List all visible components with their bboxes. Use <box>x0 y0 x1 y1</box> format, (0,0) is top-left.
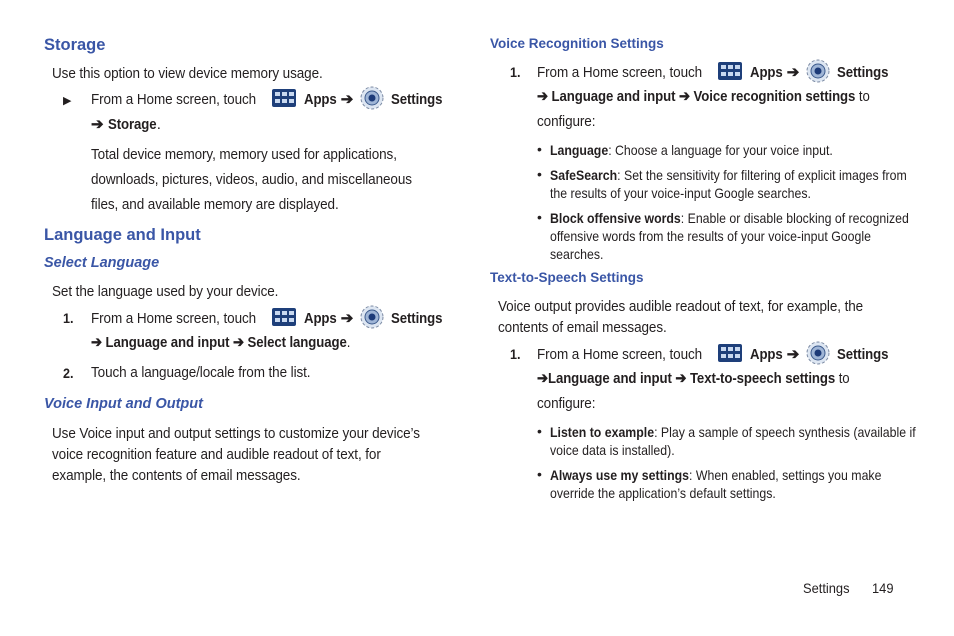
settings-gear-icon <box>360 305 384 329</box>
apps-label: Apps <box>303 309 337 327</box>
always-use-bullet: Always use my settings: When enabled, settings you make <box>550 467 882 483</box>
select-language-path: ➔ Language and input ➔ Select language. <box>91 334 351 351</box>
tts-step <box>537 343 896 367</box>
path-language-input: Language and input <box>105 334 230 351</box>
arrow: ➔ <box>340 309 354 327</box>
apps-grid-icon <box>272 308 296 326</box>
apps-label: Apps <box>303 90 337 108</box>
listen-example-line2: voice data is installed). <box>550 442 675 458</box>
step-number: 1. <box>510 346 521 362</box>
settings-gear-icon <box>806 59 830 83</box>
tts-intro-line2: contents of email messages. <box>498 319 667 336</box>
select-language-step1 <box>91 307 450 331</box>
storage-desc-1: Total device memory, memory used for applications, <box>91 146 397 163</box>
bullet-dot-icon: • <box>537 209 542 225</box>
language-input-heading: Language and Input <box>44 226 201 244</box>
apps-grid-icon <box>718 62 742 80</box>
block-offensive-line3: searches. <box>550 246 604 262</box>
bullet-dot-icon: • <box>537 423 542 439</box>
step-number: 1. <box>63 310 74 326</box>
storage-step <box>91 88 450 112</box>
settings-gear-icon <box>360 86 384 110</box>
voice-io-heading: Voice Input and Output <box>44 396 203 412</box>
safesearch-bullet-line2: the results of your voice-input Google searches. <box>550 185 811 201</box>
tts-path: ➔Language and input ➔ Text-to-speech settings to <box>537 370 850 387</box>
settings-gear-icon <box>806 341 830 365</box>
step-prefix: From a Home screen, touch <box>91 309 257 327</box>
arrow: ➔ <box>786 345 800 363</box>
voice-recognition-path: ➔ Language and input ➔ Voice recognition settings to <box>537 88 870 105</box>
page-number: 149 <box>872 580 894 596</box>
listen-example-bullet: Listen to example: Play a sample of speech synthesis (available if <box>550 424 916 440</box>
storage-target: Storage <box>107 116 157 133</box>
arrow: ➔ <box>91 116 104 133</box>
apps-grid-icon <box>718 344 742 362</box>
storage-desc-3: files, and available memory are displayed. <box>91 196 339 213</box>
footer-section: Settings <box>803 580 850 596</box>
settings-label: Settings <box>837 63 889 81</box>
settings-label: Settings <box>837 345 889 363</box>
block-offensive-bullet: Block offensive words: Enable or disable blocking of recognized <box>550 210 909 226</box>
voice-recognition-heading: Voice Recognition Settings <box>490 36 664 51</box>
settings-label: Settings <box>391 90 443 108</box>
select-language-step2: Touch a language/locale from the list. <box>91 364 311 381</box>
language-bullet: Language: Choose a language for your voice input. <box>550 142 833 158</box>
step-number: 1. <box>510 64 521 80</box>
path-select-language: Select language <box>247 334 347 351</box>
voice-io-line3: example, the contents of email messages. <box>52 467 301 484</box>
tts-intro-line1: Voice output provides audible readout of text, for example, the <box>498 298 864 315</box>
apps-label: Apps <box>749 63 783 81</box>
storage-intro: Use this option to view device memory usage. <box>52 65 323 82</box>
safesearch-bullet: SafeSearch: Set the sensitivity for filtering of explicit images from <box>550 167 907 183</box>
settings-label: Settings <box>391 309 443 327</box>
path-language-input: Language and input <box>551 88 676 105</box>
triangle-bullet-icon: ▶ <box>63 95 72 107</box>
apps-label: Apps <box>749 345 783 363</box>
path-tts-settings: Text-to-speech settings <box>689 370 836 387</box>
bullet-dot-icon: • <box>537 166 542 182</box>
storage-desc-2: downloads, pictures, videos, audio, and miscellaneous <box>91 171 412 188</box>
select-language-intro: Set the language used by your device. <box>52 283 279 300</box>
path-language-input: Language and input <box>547 370 672 387</box>
voice-io-line1: Use Voice input and output settings to customize your device’s <box>52 425 420 442</box>
select-language-heading: Select Language <box>44 255 160 271</box>
storage-path: ➔ Storage. <box>91 116 161 133</box>
bullet-dot-icon: • <box>537 141 542 157</box>
step-number: 2. <box>63 365 74 381</box>
tts-heading: Text-to-Speech Settings <box>490 270 644 285</box>
bullet-dot-icon: • <box>537 466 542 482</box>
arrow: ➔ <box>786 63 800 81</box>
configure-label: configure: <box>537 395 596 412</box>
step-prefix: From a Home screen, touch <box>91 90 257 108</box>
path-voice-recognition: Voice recognition settings <box>693 88 856 105</box>
always-use-line2: override the application’s default settings. <box>550 485 776 501</box>
apps-grid-icon <box>272 89 296 107</box>
block-offensive-line2: offensive words from the results of your voice-input Google <box>550 228 871 244</box>
arrow: ➔ <box>340 90 354 108</box>
configure-label: configure: <box>537 113 596 130</box>
step-prefix: From a Home screen, touch <box>537 63 703 81</box>
voice-recognition-step <box>537 61 896 85</box>
voice-io-line2: voice recognition feature and audible readout of text, for <box>52 446 381 463</box>
step-prefix: From a Home screen, touch <box>537 345 703 363</box>
storage-heading: Storage <box>44 36 106 54</box>
